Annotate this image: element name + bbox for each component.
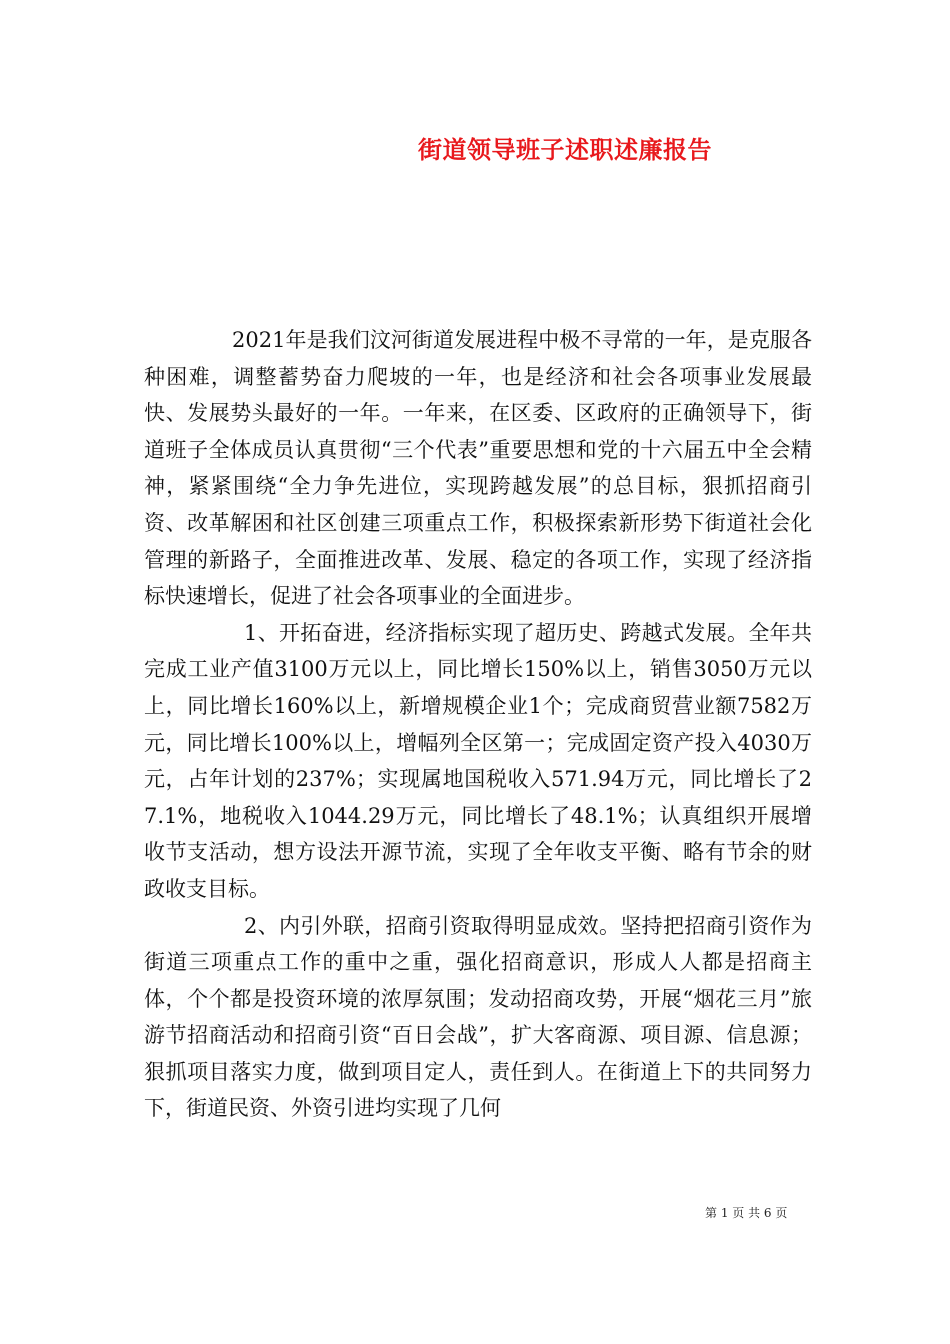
page-number-footer: 第 1 页 共 6 页 [705,1206,788,1220]
page-title: 街道领导班子述职述廉报告 [418,135,712,164]
paragraph-section-2: 2、内引外联，招商引资取得明显成效。坚持把招商引资作为街道三项重点工作的重中之重，强化招商意识，形成人人都是招商主体，个个都是投资环境的浓厚氛围；发动招商攻势，开展“烟花三月”旅游节招商活动和招商引资“百日会战”，扩大客商源、项目源、信息源；狠抓项目落实力度，做到项目定人，责任到人。在街道上下的共同努力下，街道民资、外资引进均实现了几何 [144,913,812,1121]
paragraph-section-1: 1、开拓奋进，经济指标实现了超历史、跨越式发展。全年共完成工业产值3100万元以上，同比增长150%以上，销售3050万元以上，同比增长160%以上，新增规模企业1个；完成商贸营业额7582万元，同比增长100%以上，增幅列全区第一；完成固定资产投入4030万元，占年计划的237%；实现属地国税收入571.94万元，同比增长了27.1%，地税收入1044.29万元，同比增长了48.1%；认真组织开展增收节支活动，想方设法开源节流，实现了全年收支平衡、略有节余的财政收支目标。 [144,620,812,901]
paragraph-intro: 2021年是我们汶河街道发展进程中极不寻常的一年，是克服各种困难，调整蓄势奋力爬坡的一年，也是经济和社会各项事业发展最快、发展势头最好的一年。一年来，在区委、区政府的正确领导下，街道班子全体成员认真贯彻“三个代表”重要思想和党的十六届五中全会精神，紧紧围绕“全力争先进位，实现跨越发展”的总目标，狠抓招商引资、改革解困和社区创建三项重点工作，积极探索新形势下街道社会化管理的新路子，全面推进改革、发展、稳定的各项工作，实现了经济指标快速增长，促进了社会各项事业的全面进步。 [144,328,812,609]
document-body [144,322,812,1127]
